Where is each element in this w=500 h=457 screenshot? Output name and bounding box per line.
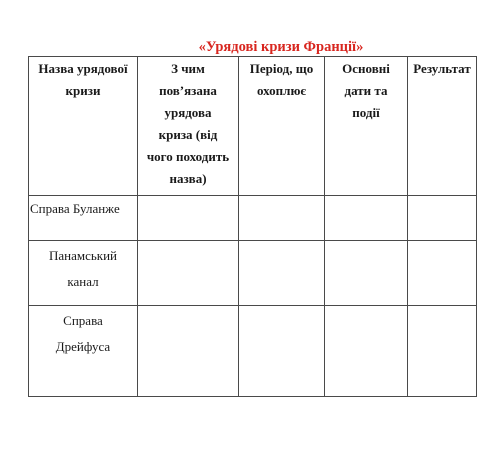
header-dates-events: [325, 57, 408, 196]
table-cell[interactable]: [408, 241, 477, 306]
header-dates-events-label: Основні дати та події: [342, 61, 390, 120]
header-origin: [138, 57, 239, 196]
table-cell[interactable]: [325, 196, 408, 241]
row-name-panama[interactable]: [29, 241, 138, 306]
table-cell[interactable]: [138, 196, 239, 241]
title-text: Урядові кризи Франції: [205, 39, 357, 55]
page-title: [0, 38, 500, 56]
row-name-dreyfus-label: Справа Дрейфуса: [55, 313, 111, 354]
table-cell[interactable]: [239, 241, 325, 306]
header-result: [408, 57, 477, 196]
table-row: [29, 196, 477, 241]
row-name-dreyfus[interactable]: [29, 306, 138, 397]
header-period-label: Період, що охоплює: [249, 61, 314, 98]
table-row: [29, 241, 477, 306]
title-close-quote: »: [356, 39, 364, 55]
header-crisis-name-label: Назва урядової кризи: [38, 61, 128, 98]
table-cell[interactable]: [138, 306, 239, 397]
table-cell[interactable]: [325, 306, 408, 397]
table-header-row: [29, 57, 477, 196]
row-name-panama-label: Панамський канал: [48, 248, 118, 289]
header-origin-label: З чим пов’язана урядова криза (від чого походить назва): [146, 61, 230, 186]
crisis-table: [28, 56, 477, 397]
title-open-quote: «: [198, 39, 206, 55]
table-cell[interactable]: [138, 241, 239, 306]
table-cell[interactable]: [408, 196, 477, 241]
table-row: [29, 306, 477, 397]
table-cell[interactable]: [408, 306, 477, 397]
header-result-label: Результат: [413, 61, 471, 76]
row-name-boulanger[interactable]: Справа Буланже: [29, 196, 138, 241]
table-cell[interactable]: [239, 306, 325, 397]
table-cell[interactable]: [239, 196, 325, 241]
header-period: [239, 57, 325, 196]
table-cell[interactable]: [325, 241, 408, 306]
header-crisis-name: [29, 57, 138, 196]
